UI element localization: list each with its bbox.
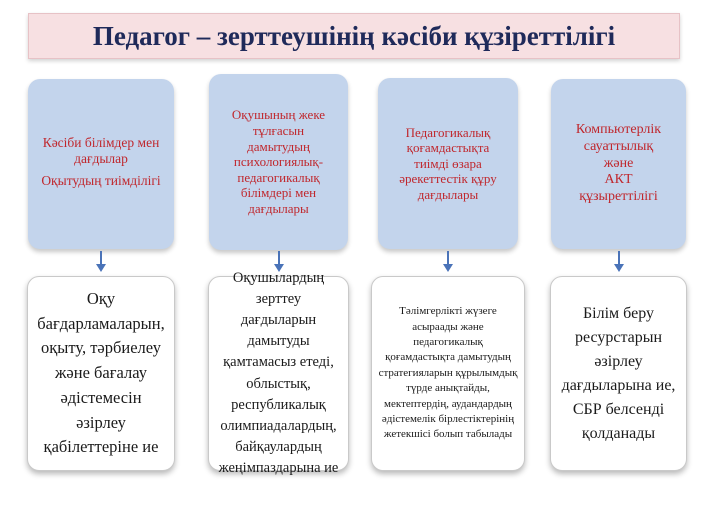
competency-header-3 — [378, 78, 518, 249]
header-line: сауаттылық — [583, 138, 654, 154]
header-line: Оқушының жеке — [231, 107, 326, 123]
competency-description-3 — [371, 276, 525, 471]
header-line: АКТ — [604, 172, 633, 188]
page-title: Педагог – зерттеушінің кәсіби құзіреттілігі — [92, 20, 616, 51]
title-banner — [28, 13, 680, 59]
header-line: тұлғасын — [252, 123, 305, 139]
header-line: психологиялық- — [233, 154, 324, 170]
arrow-down-icon — [441, 251, 455, 273]
arrow-down-icon — [94, 251, 108, 273]
header-line: дағдылары — [417, 186, 479, 202]
header-line: Кәсіби білімдер мен — [42, 134, 160, 150]
header-line: дағдылар — [74, 150, 128, 166]
competency-header-2 — [209, 74, 348, 250]
header-line: қоғамдастықта — [406, 140, 490, 156]
header-line: дағдылары — [248, 200, 309, 216]
competency-description-1 — [27, 276, 175, 471]
header-line: педагогикалық — [237, 169, 320, 185]
header-line: білімдері мен — [240, 185, 317, 201]
arrow-down-icon — [612, 251, 626, 273]
header-line: тиімді өзара — [414, 155, 482, 171]
competency-description-4 — [550, 276, 687, 471]
header-line: Оқытудың тиімділігі — [41, 173, 161, 189]
competency-description-2 — [208, 270, 349, 476]
description-text: Оқу бағдарламаларын, оқыту, тәрбиелеу және бағалау әдістемесін әзірлеу қабілеттеріне ие — [37, 288, 165, 457]
header-line: дамытудың — [247, 138, 310, 154]
description-text: Тәлімгерлікті жүзеге асыраады және педагогикалық қоғамдастықта дамытудың стратегияларын құрылымдық түрде анықтайды, мектептердің, аудандардың әдістемелік бірлестіктерінің жетекшісі болып табылады — [378, 305, 518, 441]
header-line: әрекеттестік құру — [399, 171, 497, 187]
competency-header-1 — [28, 79, 174, 249]
description-text: Оқушылардың зерттеу дағдыларын дамытуды қамтамасыз етеді, облыстық, республикалық олимпиадалардың, байқаулардың жеңімпаздарына ие — [218, 270, 339, 476]
header-line: және — [603, 155, 634, 171]
header-line: Компьютерлік — [575, 122, 662, 137]
header-line: Педагогикалық — [405, 124, 491, 140]
description-text: Білім беру ресурстарын әзірлеу дағдыларына ие, СБР белсенді қолданады — [561, 304, 676, 442]
header-line: құзыреттілігі — [579, 189, 658, 205]
competency-header-4 — [551, 79, 686, 249]
